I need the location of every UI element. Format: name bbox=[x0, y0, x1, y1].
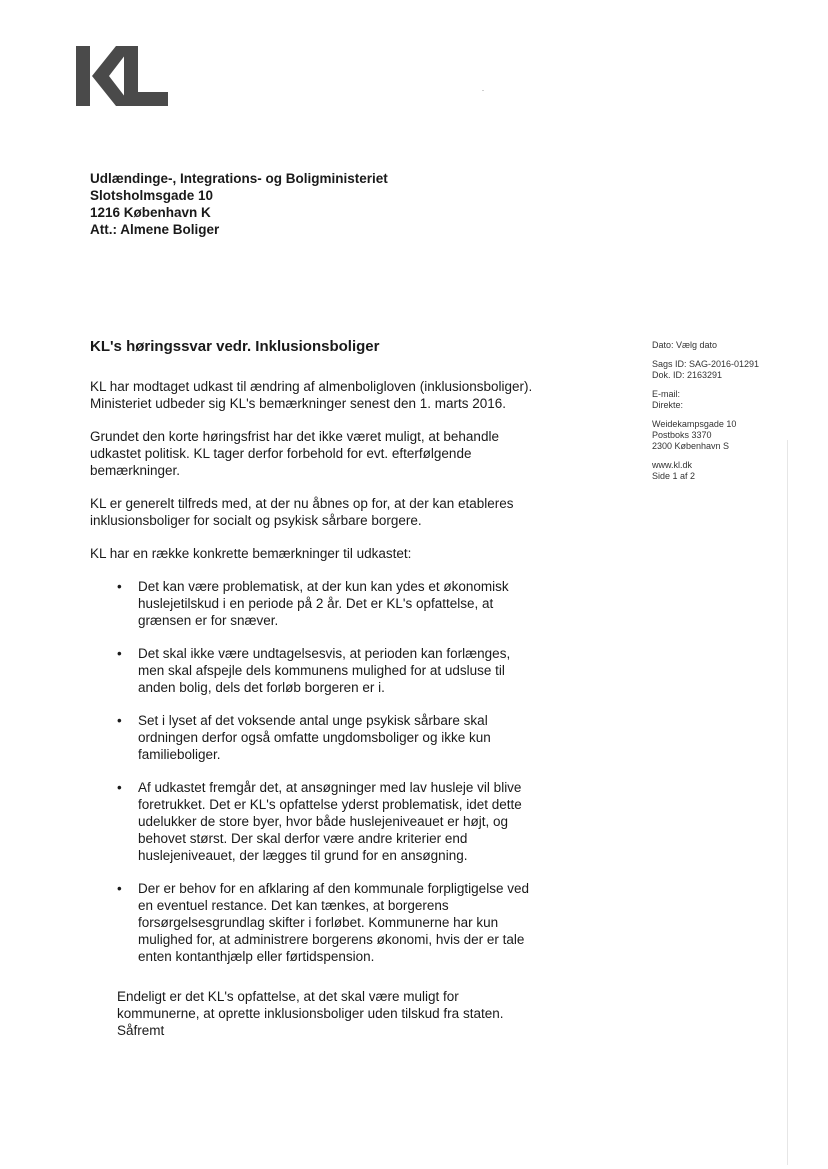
recipient-line: Att.: Almene Boliger bbox=[90, 222, 220, 237]
list-item: • Set i lyset af det voksende antal unge psykisk sårbare skal ordningen derfor også omfatte ungdomsboliger og ikke kun familieboliger. bbox=[117, 712, 540, 763]
paragraph: KL har modtaget udkast til ændring af almenboligloven (inklusionsboliger). Ministeriet udbeder sig KL's bemærkninger senest den 1. marts 2016. bbox=[90, 379, 533, 411]
address-block bbox=[652, 419, 759, 452]
sender-address-line: Weidekampsgade 10 bbox=[652, 419, 737, 429]
web-block bbox=[652, 460, 759, 482]
website-link[interactable]: www.kl.dk bbox=[652, 460, 693, 470]
list-item: • Af udkastet fremgår det, at ansøgninger med lav husleje vil blive foretrukket. Det er KL's opfattelse yderst problematisk, idet dette udelukker de store byer, hvor både huslejeniveauet er højt, og behovet størst. Der skal derfor være andre kriterier end huslejeniveauet, der lægges til grund for en ansøgning. bbox=[117, 779, 540, 864]
page-number: Side 1 af 2 bbox=[652, 471, 696, 481]
case-id: Sags ID: SAG-2016-01291 bbox=[652, 359, 760, 369]
email-label: E-mail: bbox=[652, 389, 681, 399]
sender-address-line: 2300 København S bbox=[652, 441, 730, 451]
document-title: KL's høringssvar vedr. Inklusionsboliger bbox=[90, 338, 380, 355]
recipient-address bbox=[90, 170, 388, 238]
contact-block bbox=[652, 389, 759, 411]
paragraph: Grundet den korte høringsfrist har det ikke været muligt, at behandle udkastet politisk. KL tager derfor forbehold for evt. efterfølgende bemærkninger. bbox=[90, 429, 499, 478]
scan-edge-line bbox=[787, 440, 788, 1165]
list-item: • Det kan være problematisk, at der kun kan ydes et økonomisk huslejetilskud i en periode på 2 år. Det er KL's opfattelse, at grænsen er for snæver. bbox=[117, 578, 540, 629]
list-item: • Der er behov for en afklaring af den kommunale forpligtigelse ved en eventuel restance. Det kan tænkes, at borgerens forsørgelsesgrundlag skifter i forløbet. Kommunerne har kun mulighed for, at administrere borgerens økonomi, hvis der er tale enten kontanthjælp eller førtidspension. bbox=[117, 880, 540, 965]
sender-address-line: Postboks 3370 bbox=[652, 430, 712, 440]
paragraph: KL har en række konkrette bemærkninger til udkastet: bbox=[90, 546, 412, 561]
letter-body bbox=[90, 378, 540, 981]
doc-id: Dok. ID: 2163291 bbox=[652, 370, 723, 380]
scan-speck bbox=[482, 90, 484, 91]
sidebar-info bbox=[652, 340, 759, 490]
remarks-list bbox=[90, 578, 540, 965]
list-item: • Det skal ikke være undtagelsesvis, at perioden kan forlænges, men skal afspejle dels kommunens mulighed for at udsluse til anden bolig, dels det forløb borgeren er i. bbox=[117, 645, 540, 696]
id-block bbox=[652, 359, 759, 381]
paragraph: KL er generelt tilfreds med, at der nu åbnes op for, at der kan etableres inklusionsboliger for socialt og psykisk sårbare borgere. bbox=[90, 496, 514, 528]
recipient-line: Slotsholmsgade 10 bbox=[90, 188, 214, 203]
recipient-line: 1216 København K bbox=[90, 205, 211, 220]
date-block bbox=[652, 340, 759, 351]
direct-label: Direkte: bbox=[652, 400, 684, 410]
kl-logo bbox=[76, 44, 172, 108]
date-field: Dato: Vælg dato bbox=[652, 340, 718, 350]
recipient-line: Udlændinge-, Integrations- og Boligministeriet bbox=[90, 171, 388, 186]
final-paragraph: Endeligt er det KL's opfattelse, at det skal være muligt for kommunerne, at oprette inklusionsboliger uden tilskud fra staten. Såfremt bbox=[117, 989, 504, 1038]
